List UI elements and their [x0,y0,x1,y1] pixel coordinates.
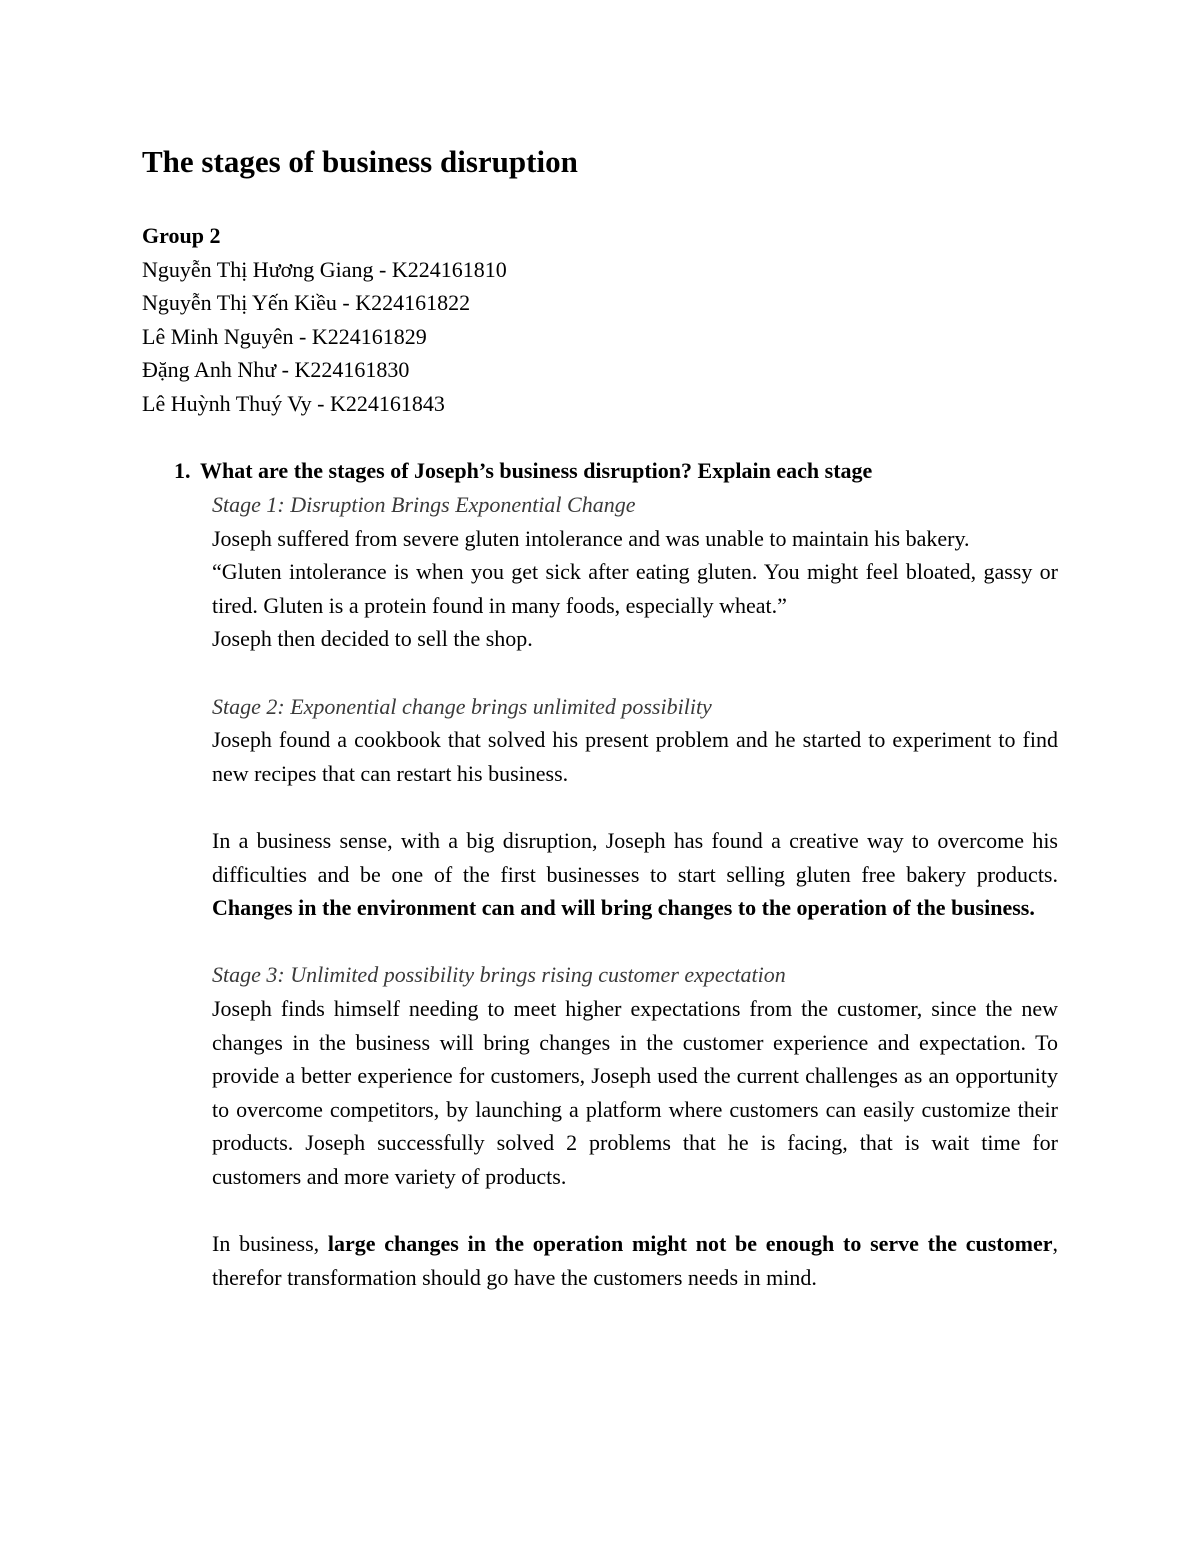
gluten-quote-paragraph: “Gluten intolerance is when you get sick after eating gluten. You might feel bloated, gassy or tired. Gluten is a protein found in many foods, especially wheat.” [212,559,1058,618]
question-1-heading [142,454,1062,488]
stage-1-closing-paragraph: Joseph then decided to sell the shop. [212,626,533,652]
stage-3-bold-statement: large changes in the operation might not be enough to serve the customer [327,1231,1053,1257]
question-text: What are the stages of Joseph’s business disruption? Explain each stage [200,458,873,483]
member-name: Lê Huỳnh Thuý Vy - K224161843 [142,390,445,416]
stage-3-business-intro: In business, [212,1231,328,1257]
member-name: Đặng Anh Như - K224161830 [142,357,410,382]
member-name: Lê Minh Nguyên - K224161829 [142,323,427,349]
answer-body [212,488,1058,1294]
member-name: Nguyễn Thị Hương Giang - K224161810 [142,256,507,282]
group-members-block [142,219,507,420]
stage-2-bold-statement: Changes in the environment can and will bring changes to the operation of the business. [212,895,1035,921]
stage-2-heading: Stage 2: Exponential change brings unlimited possibility [212,693,712,719]
document-title: The stages of business disruption [142,144,578,179]
stage-1-paragraph: Joseph suffered from severe gluten intolerance and was unable to maintain his bakery. [212,525,970,551]
member-name: Nguyễn Thị Yến Kiều - K224161822 [142,290,471,315]
stage-3-business-paragraph [212,1227,1058,1294]
paragraph-spacer [212,790,1058,824]
stage-2-paragraph: Joseph found a cookbook that solved his present problem and he started to experiment to find new recipes that can restart his business. [212,727,1058,786]
paragraph-spacer [212,656,1058,690]
stage-2-business-text: In a business sense, with a big disruption, Joseph has found a creative way to overcome his difficulties and be one of the first businesses to start selling gluten free bakery products. [212,827,1058,887]
group-label: Group 2 [142,223,221,248]
question-number: 1. [174,458,191,483]
stage-3-heading: Stage 3: Unlimited possibility brings rising customer expectation [212,962,786,988]
stage-3-business-ending: , therefor transformation should go have the customers needs in mind. [212,1231,1058,1290]
paragraph-spacer [212,1193,1058,1227]
paragraph-spacer [212,925,1058,959]
stage-3-paragraph: Joseph finds himself needing to meet higher expectations from the customer, since the new changes in the business will bring changes in the customer experience and expectation. To provide a better experience for customers, Joseph used the current challenges as an opportunity to overcome competitors, by launching a platform where customers can easily customize their products. Joseph successfully solved 2 problems that he is facing, that is wait time for customers and more variety of products. [212,995,1058,1189]
stage-2-business-paragraph [212,824,1058,925]
stage-1-heading: Stage 1: Disruption Brings Exponential Change [212,492,636,517]
